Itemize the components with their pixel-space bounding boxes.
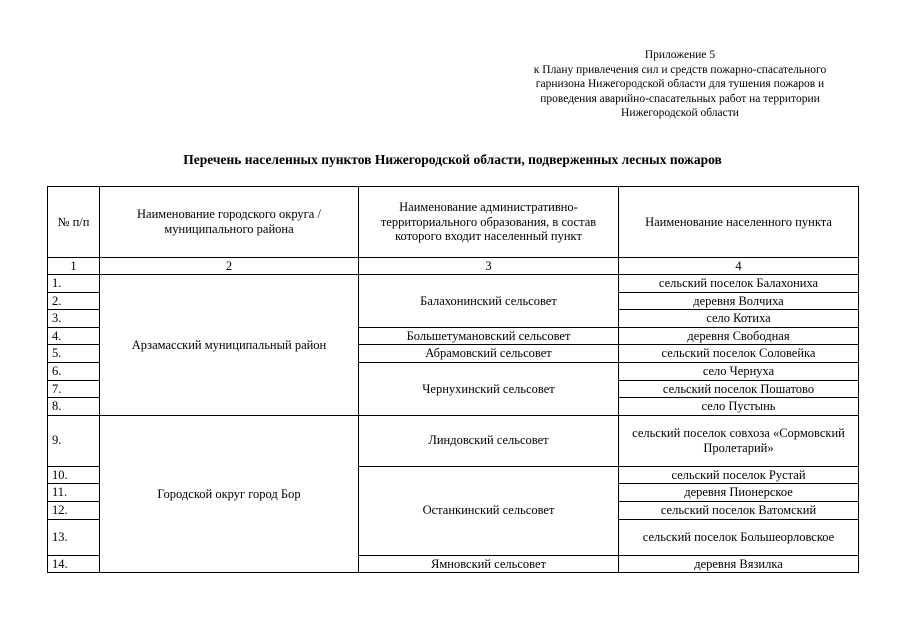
settlement-cell: сельский поселок совхоза «Сормовский Пролетарий» (619, 415, 859, 466)
settlement-cell: село Чернуха (619, 362, 859, 380)
column-index: 2 (100, 258, 359, 275)
settlements-table (47, 186, 859, 573)
header-num: № п/п (48, 187, 100, 258)
admin-cell: Большетумановский сельсовет (359, 327, 619, 345)
appendix-line: гарнизона Нижегородской области для тушения пожаров и (535, 78, 825, 91)
district-cell: Арзамасский муниципальный район (100, 275, 359, 416)
row-num: 11. (48, 484, 100, 502)
settlement-cell: сельский поселок Ватомский (619, 501, 859, 519)
row-num: 13. (48, 519, 100, 555)
document-title: Перечень населенных пунктов Нижегородской области, подверженных лесных пожаров (183, 152, 722, 167)
appendix-line: к Плану привлечения сил и средств пожарно-спасательного (533, 63, 827, 76)
row-num: 12. (48, 501, 100, 519)
settlement-cell: сельский поселок Рустай (619, 466, 859, 484)
table-row (48, 275, 859, 293)
row-num: 1. (48, 275, 100, 293)
settlement-cell: деревня Свободная (619, 327, 859, 345)
district-cell: Городской округ город Бор (100, 415, 359, 572)
row-num: 2. (48, 292, 100, 310)
row-num: 8. (48, 398, 100, 416)
row-num: 14. (48, 555, 100, 573)
header-district: Наименование городского округа / муниципального района (100, 187, 359, 258)
settlement-cell: село Пустынь (619, 398, 859, 416)
appendix-line: Приложение 5 (644, 49, 716, 61)
settlement-cell: сельский поселок Балахониха (619, 275, 859, 293)
header-admin: Наименование административно-территориального образования, в состав которого входит населенный пункт (359, 187, 619, 258)
settlement-cell: сельский поселок Пошатово (619, 380, 859, 398)
admin-cell: Чернухинский сельсовет (359, 362, 619, 415)
appendix-line: Нижегородской области (621, 107, 739, 120)
column-index: 1 (48, 258, 100, 275)
header-settlement: Наименование населенного пункта (619, 187, 859, 258)
table-header-row (48, 187, 859, 258)
appendix-line: проведения аварийно-спасательных работ на территории (540, 92, 820, 105)
row-num: 3. (48, 310, 100, 328)
appendix-note (480, 48, 880, 121)
admin-cell: Балахонинский сельсовет (359, 275, 619, 328)
settlement-cell: деревня Пионерское (619, 484, 859, 502)
column-index-row (48, 258, 859, 275)
settlement-cell: село Котиха (619, 310, 859, 328)
row-num: 10. (48, 466, 100, 484)
settlement-cell: деревня Волчиха (619, 292, 859, 310)
settlement-cell: сельский поселок Большеорловское (619, 519, 859, 555)
admin-cell: Абрамовский сельсовет (359, 345, 619, 363)
row-num: 5. (48, 345, 100, 363)
table-row (48, 415, 859, 466)
row-num: 7. (48, 380, 100, 398)
column-index: 4 (619, 258, 859, 275)
row-num: 6. (48, 362, 100, 380)
admin-cell: Останкинский сельсовет (359, 466, 619, 555)
settlement-cell: деревня Вязилка (619, 555, 859, 573)
column-index: 3 (359, 258, 619, 275)
row-num: 9. (48, 415, 100, 466)
settlement-cell: сельский поселок Соловейка (619, 345, 859, 363)
admin-cell: Ямновский сельсовет (359, 555, 619, 573)
admin-cell: Линдовский сельсовет (359, 415, 619, 466)
row-num: 4. (48, 327, 100, 345)
